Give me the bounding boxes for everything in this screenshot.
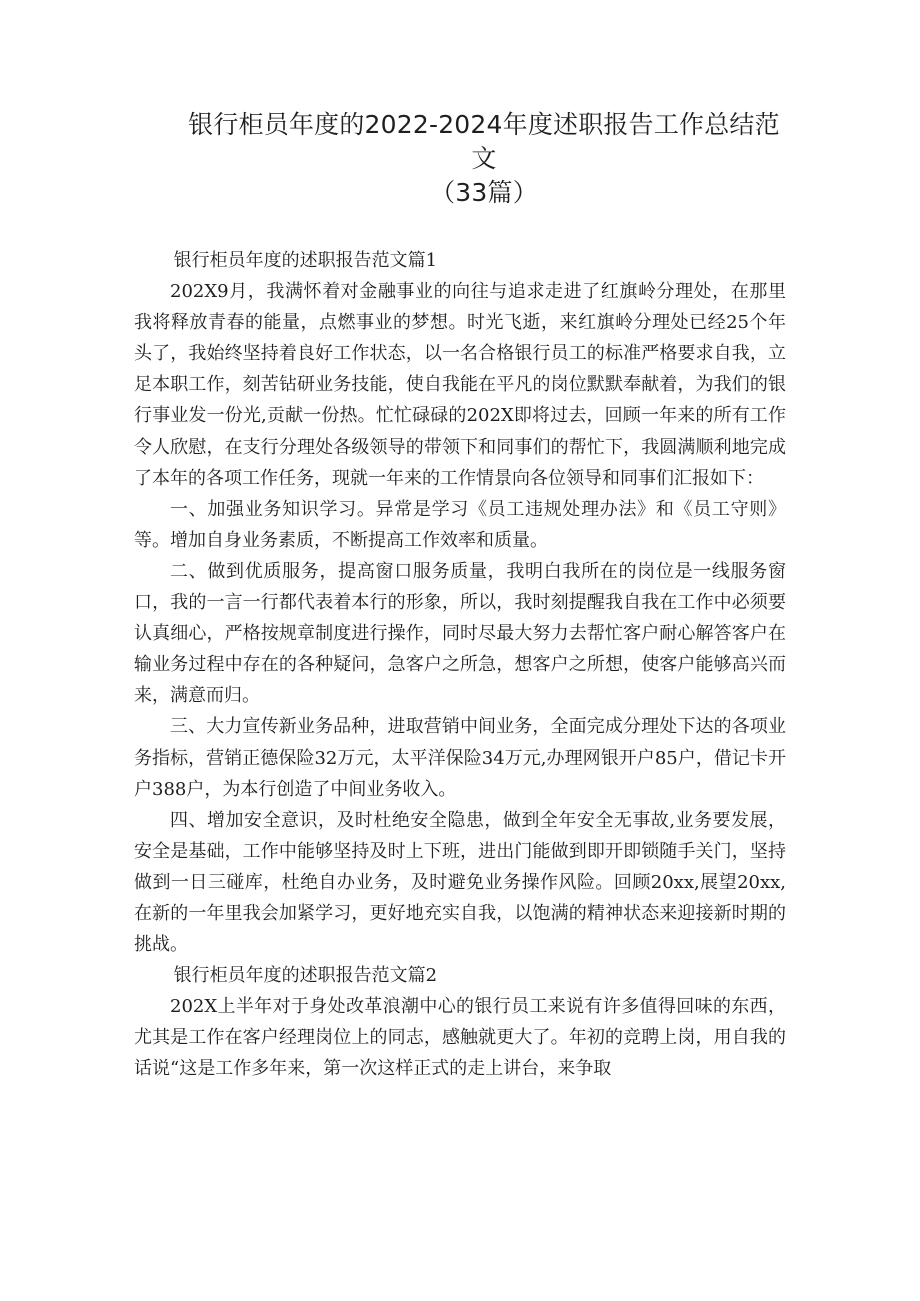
document-title-line-1: 银行柜员年度的2022-2024年度述职报告工作总结范文 bbox=[188, 110, 780, 173]
document-title-line-2: （33篇） bbox=[430, 178, 538, 207]
paragraph: 一、加强业务知识学习。异常是学习《员工违规处理办法》和《员工守则》等。增加自身业务素质，不断提高工作效率和质量。 bbox=[134, 498, 786, 551]
document-body bbox=[134, 245, 786, 1085]
paragraph: 二、做到优质服务，提高窗口服务质量，我明白我所在的岗位是一线服务窗口，我的一言一行都代表着本行的形象，所以，我时刻提醒我自我在工作中必须要认真细心，严格按规章制度进行操作，同时尽最大努力去帮忙客户耐心解答客户在输业务过程中存在的各种疑问，急客户之所急，想客户之所想，使客户能够高兴而来，满意而归。 bbox=[134, 560, 786, 707]
document-title bbox=[134, 108, 786, 210]
paragraph: 四、增加安全意识，及时杜绝安全隐患，做到全年安全无事故,业务要发展，安全是基础，工作中能够坚持及时上下班，进出门能做到即开即锁随手关门，坚持做到一日三碰库，杜绝自办业务，及时避免业务操作风险。回顾20xx,展望20xx,在新的一年里我会加紧学习，更好地充实自我，以饱满的精神状态来迎接新时期的挑战。 bbox=[134, 809, 786, 956]
paragraph: 202X上半年对于身处改革浪潮中心的银行员工来说有许多值得回味的东西，尤其是工作在客户经理岗位上的同志，感触就更大了。年初的竞聘上岗，用自我的话说“这是工作多年来，第一次这样正式的走上讲台，来争取 bbox=[134, 996, 786, 1080]
section-heading-1: 银行柜员年度的述职报告范文篇1 bbox=[173, 250, 438, 271]
paragraph: 三、大力宣传新业务品种，进取营销中间业务，全面完成分理处下达的各项业务指标，营销正德保险32万元，太平洋保险34万元,办理网银开户85户，借记卡开户388户，为本行创造了中间业务收入。 bbox=[134, 716, 786, 800]
section-heading-2: 银行柜员年度的述职报告范文篇2 bbox=[173, 965, 438, 987]
paragraph: 202X9月，我满怀着对金融事业的向往与追求走进了红旗岭分理处，在那里我将释放青春的能量，点燃事业的梦想。时光飞逝，来红旗岭分理处已经25个年头了，我始终坚持着良好工作状态，以一名合格银行员工的标准严格要求自我，立足本职工作，刻苦钻研业务技能，使自我能在平凡的岗位默默奉献着，为我们的银行事业发一份光,贡献一份热。忙忙碌碌的202X即将过去，回顾一年来的所有工作令人欣慰，在支行分理处各级领导的带领下和同事们的帮忙下，我圆满顺利地完成了本年的各项工作任务，现就一年来的工作情景向各位领导和同事们汇报如下： bbox=[134, 281, 786, 489]
